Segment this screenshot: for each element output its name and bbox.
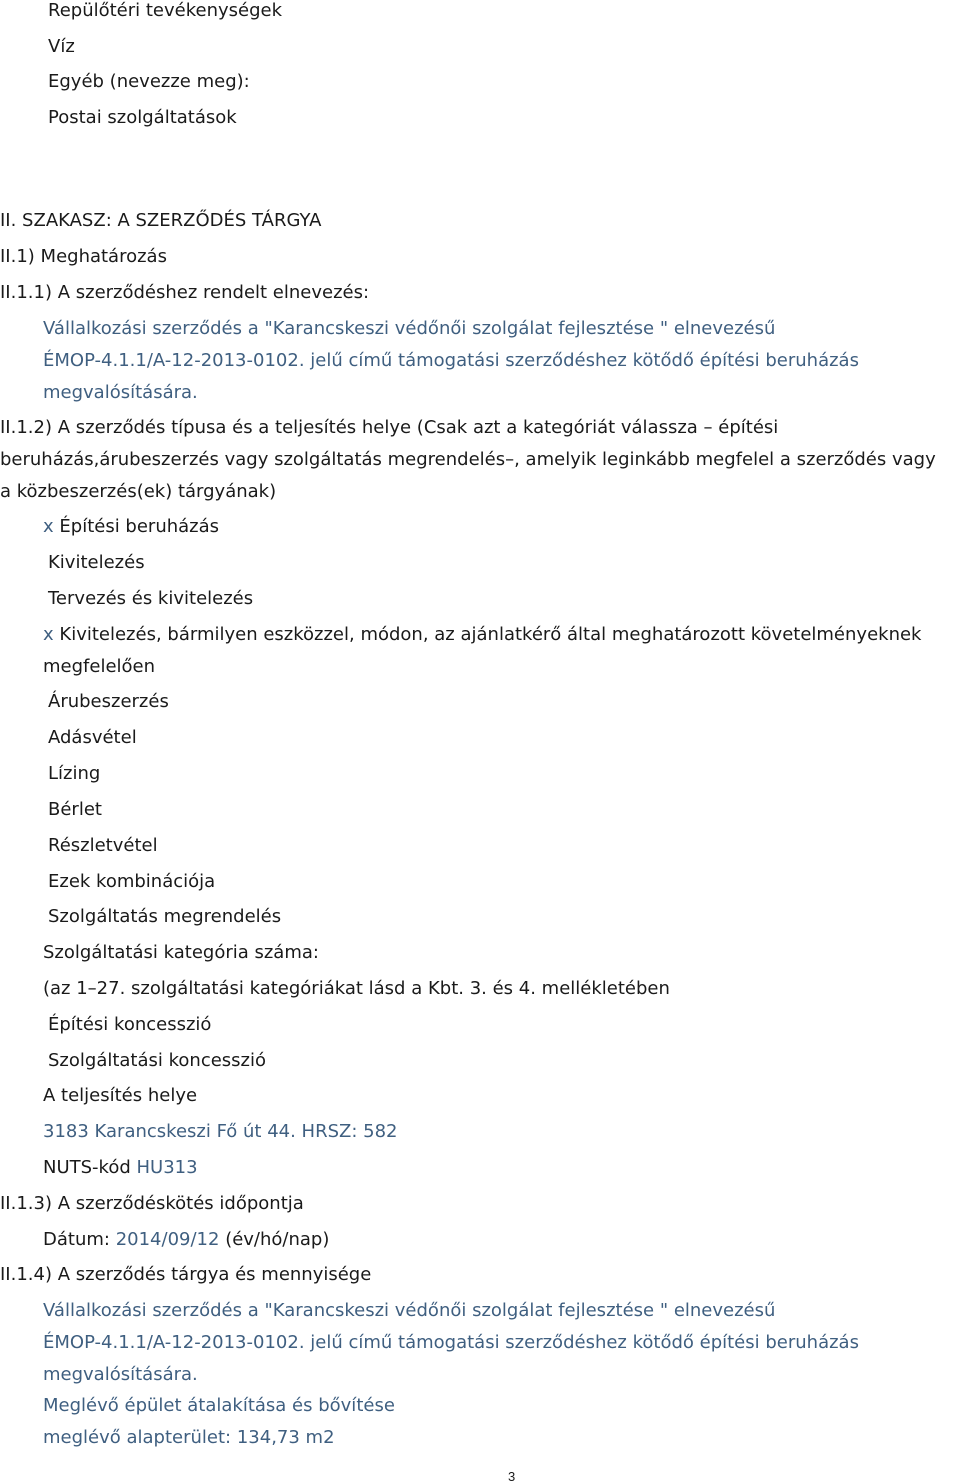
service-category: Szolgáltatási kategória száma: xyxy=(43,942,319,963)
heading-ii13: II.1.3) A szerződéskötés időpontja xyxy=(0,1193,304,1214)
heading-ii12-line3: a közbeszerzés(ek) tárgyának) xyxy=(0,481,277,502)
heading-ii14: II.1.4) A szerződés tárgya és mennyisége xyxy=(0,1264,372,1285)
heading-ii12-line1: II.1.2) A szerződés típusa és a teljesítés helye (Csak azt a kategóriát válassza – építési xyxy=(0,417,779,438)
service-note: (az 1–27. szolgáltatási kategóriákat lásd a Kbt. 3. és 4. mellékletében xyxy=(43,978,670,999)
option-services: Szolgáltatás megrendelés xyxy=(48,906,282,927)
activity-airport: Repülőtéri tevékenységek xyxy=(48,0,283,21)
option-execution: Kivitelezés xyxy=(48,552,145,573)
subject-line3: megvalósítására. xyxy=(43,1364,198,1385)
option-works-label: Építési beruházás xyxy=(59,516,220,537)
option-works xyxy=(43,518,219,536)
option-leasing: Lízing xyxy=(48,763,101,784)
checked-mark: x xyxy=(43,516,54,537)
date-value: 2014/09/12 xyxy=(115,1229,220,1250)
subject-line4: Meglévő épület átalakítása és bővítése xyxy=(43,1395,395,1416)
option-hire-purchase: Részletvétel xyxy=(48,835,158,856)
checked-mark: x xyxy=(43,624,54,645)
option-works-concession: Építési koncesszió xyxy=(48,1014,212,1035)
option-execution-any-cont: megfelelően xyxy=(43,656,156,677)
heading-ii11: II.1.1) A szerződéshez rendelt elnevezés: xyxy=(0,282,370,303)
contract-name-line1: Vállalkozási szerződés a "Karancskeszi védőnői szolgálat fejlesztése " elnevezésű xyxy=(43,318,776,339)
option-design-execution: Tervezés és kivitelezés xyxy=(48,588,254,609)
date-line xyxy=(43,1231,329,1249)
heading-ii12-line2: beruházás,árubeszerzés vagy szolgáltatás megrendelés–, amelyik leginkább megfelel a szerződés vagy xyxy=(0,449,936,470)
option-combination: Ezek kombinációja xyxy=(48,871,216,892)
nuts-value: HU313 xyxy=(136,1157,198,1178)
place-label: A teljesítés helye xyxy=(43,1085,198,1106)
nuts-label: NUTS-kód xyxy=(43,1157,131,1178)
page-number: 3 xyxy=(508,1469,516,1484)
option-execution-any-label: Kivitelezés, bármilyen eszközzel, módon, az ajánlatkérő által meghatározott követelményeknek xyxy=(59,624,922,645)
option-supplies: Árubeszerzés xyxy=(48,691,169,712)
option-execution-any xyxy=(43,626,921,644)
heading-ii1: II.1) Meghatározás xyxy=(0,246,167,267)
activity-water: Víz xyxy=(48,36,75,57)
activity-other: Egyéb (nevezze meg): xyxy=(48,71,250,92)
option-purchase: Adásvétel xyxy=(48,727,137,748)
section-heading: II. SZAKASZ: A SZERZŐDÉS TÁRGYA xyxy=(0,210,322,231)
subject-line2: ÉMOP-4.1.1/A-12-2013-0102. jelű című támogatási szerződéshez kötődő építési beruházás xyxy=(43,1332,859,1353)
date-format: (év/hó/nap) xyxy=(225,1229,330,1250)
activity-postal: Postai szolgáltatások xyxy=(48,107,237,128)
subject-line1: Vállalkozási szerződés a "Karancskeszi védőnői szolgálat fejlesztése " elnevezésű xyxy=(43,1300,776,1321)
date-label: Dátum: xyxy=(43,1229,110,1250)
option-rental: Bérlet xyxy=(48,799,102,820)
contract-name-line3: megvalósítására. xyxy=(43,382,198,403)
place-value: 3183 Karancskeszi Fő út 44. HRSZ: 582 xyxy=(43,1121,398,1142)
subject-line5: meglévő alapterület: 134,73 m2 xyxy=(43,1427,335,1448)
nuts-line xyxy=(43,1159,198,1177)
contract-name-line2: ÉMOP-4.1.1/A-12-2013-0102. jelű című támogatási szerződéshez kötődő építési beruházás xyxy=(43,350,859,371)
option-service-concession: Szolgáltatási koncesszió xyxy=(48,1050,267,1071)
